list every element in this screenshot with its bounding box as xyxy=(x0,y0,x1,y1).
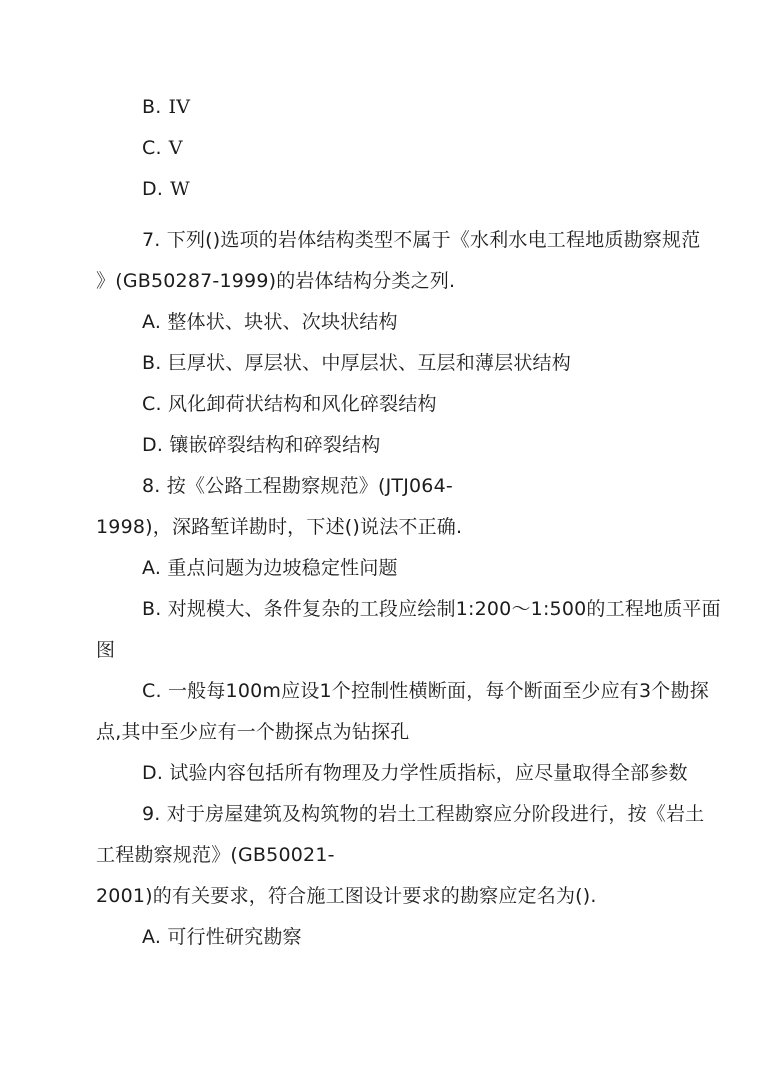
question-8-stem-line-2: 1998)，深路堑详勘时，下述()说法不正确. xyxy=(96,516,463,538)
question-7-option-c: C. 风化卸荷状结构和风化碎裂结构 xyxy=(142,393,437,415)
question-7-stem-line-1: 7. 下列()选项的岩体结构类型不属于《水利水电工程地质勘察规范 xyxy=(142,229,701,251)
question-8-option-c-line-2: 点,其中至少应有一个勘探点为钻探孔 xyxy=(96,721,410,743)
question-9-stem-line-1: 9. 对于房屋建筑及构筑物的岩土工程勘察应分阶段进行，按《岩土 xyxy=(142,803,705,825)
option-roman-numeral: W xyxy=(170,178,190,200)
option-roman-numeral: V xyxy=(168,137,183,159)
question-7-option-a: A. 整体状、块状、次块状结构 xyxy=(142,311,398,333)
option-letter: D. xyxy=(142,178,164,200)
question-8-option-b-line-1: B. 对规模大、条件复杂的工段应绘制1:200〜1:500的工程地质平面 xyxy=(142,598,721,620)
question-8-option-d: D. 试验内容包括所有物理及力学性质指标，应尽量取得全部参数 xyxy=(142,762,688,784)
question-8-option-a: A. 重点问题为边坡稳定性问题 xyxy=(142,557,398,579)
option-roman-numeral: IV xyxy=(168,96,191,118)
question-9-stem-line-2: 工程勘察规范》(GB50021- xyxy=(96,844,335,866)
question-7-stem-line-2: 》(GB50287-1999)的岩体结构分类之列. xyxy=(96,270,456,292)
prev-option-c xyxy=(96,128,669,169)
option-letter: B. xyxy=(142,96,162,118)
question-8-option-c-line-1: C. 一般每100m应设1个控制性横断面，每个断面至少应有3个勘探 xyxy=(142,680,709,702)
prev-option-b xyxy=(96,87,669,128)
question-7-option-b: B. 巨厚状、厚层状、中厚层状、互层和薄层状结构 xyxy=(142,352,571,374)
question-7-option-d: D. 镶嵌碎裂结构和碎裂结构 xyxy=(142,434,381,456)
question-8-stem-line-1: 8. 按《公路工程勘察规范》(JTJ064- xyxy=(142,475,453,497)
prev-option-d xyxy=(96,169,669,210)
question-9-stem-line-3: 2001)的有关要求，符合施工图设计要求的勘察应定名为(). xyxy=(96,885,597,907)
question-9-option-a: A. 可行性研究勘察 xyxy=(142,926,302,948)
question-8-option-b-line-2: 图 xyxy=(96,639,116,661)
option-letter: C. xyxy=(142,137,162,159)
